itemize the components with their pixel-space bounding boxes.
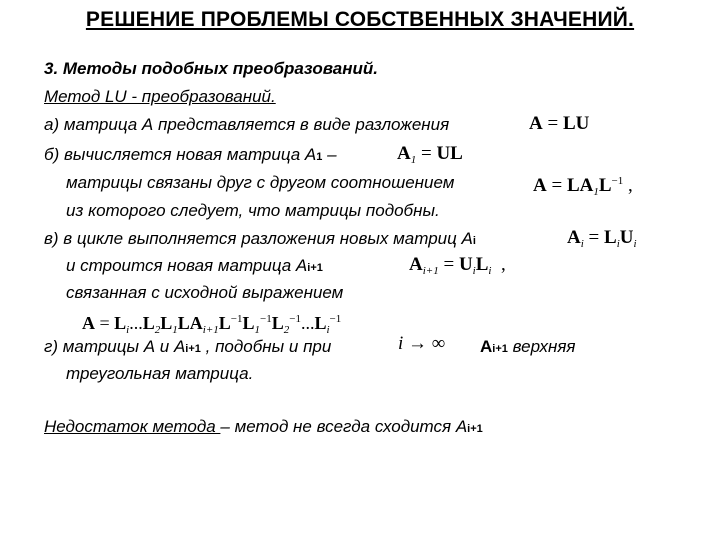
formula-a-eq-lu: A = LU bbox=[529, 113, 590, 134]
item-v-text: в) в цикле выполняется разложения новых матриц Аi bbox=[44, 229, 476, 248]
item-g-line2: треугольная матрица. bbox=[66, 364, 254, 383]
item-g-text: г) матрицы А и Аi+1 , подобны и при bbox=[44, 337, 332, 356]
formula-similarity: $A = LA_1L^{-1}$ , bbox=[533, 175, 633, 198]
item-g-right: Аi+1 верхняя bbox=[480, 337, 576, 356]
formula-i-to-infinity: i → ∞ bbox=[398, 333, 446, 354]
item-v-line2: и строится новая матрица Аi+1 bbox=[66, 256, 323, 275]
formula-a1-eq-ul: $A_1$ = UL bbox=[397, 143, 463, 166]
formula-full-expression: $A = L_i...L_2L_1LA_{i+1}L^{-1}L_1^{-1}L_2^{-1}...L_i^{-1}$ bbox=[82, 313, 342, 336]
drawback-note: Недостаток метода – метод не всегда сходится Аi+1 bbox=[44, 417, 483, 436]
formula-ai1-eq-uili: $A_{i+1} = U_iL_i$ , bbox=[409, 254, 506, 277]
formula-ai-eq-liui: $A_i = L_iU_i$ bbox=[567, 227, 637, 250]
item-b-line2: матрицы связаны друг с другом соотношением bbox=[66, 173, 455, 192]
page-title: РЕШЕНИЕ ПРОБЛЕМЫ СОБСТВЕННЫХ ЗНАЧЕНИЙ. bbox=[85, 8, 635, 31]
section-heading: 3. Методы подобных преобразований. bbox=[44, 59, 378, 78]
item-v-line3: связанная с исходной выражением bbox=[66, 283, 344, 302]
item-a-text: а) матрица А представляется в виде разложения bbox=[44, 115, 450, 134]
item-b-line3: из которого следует, что матрицы подобны. bbox=[66, 201, 440, 220]
method-name: Метод LU - преобразований. bbox=[44, 87, 276, 106]
item-b-text: б) вычисляется новая матрица А1 – bbox=[44, 145, 337, 164]
